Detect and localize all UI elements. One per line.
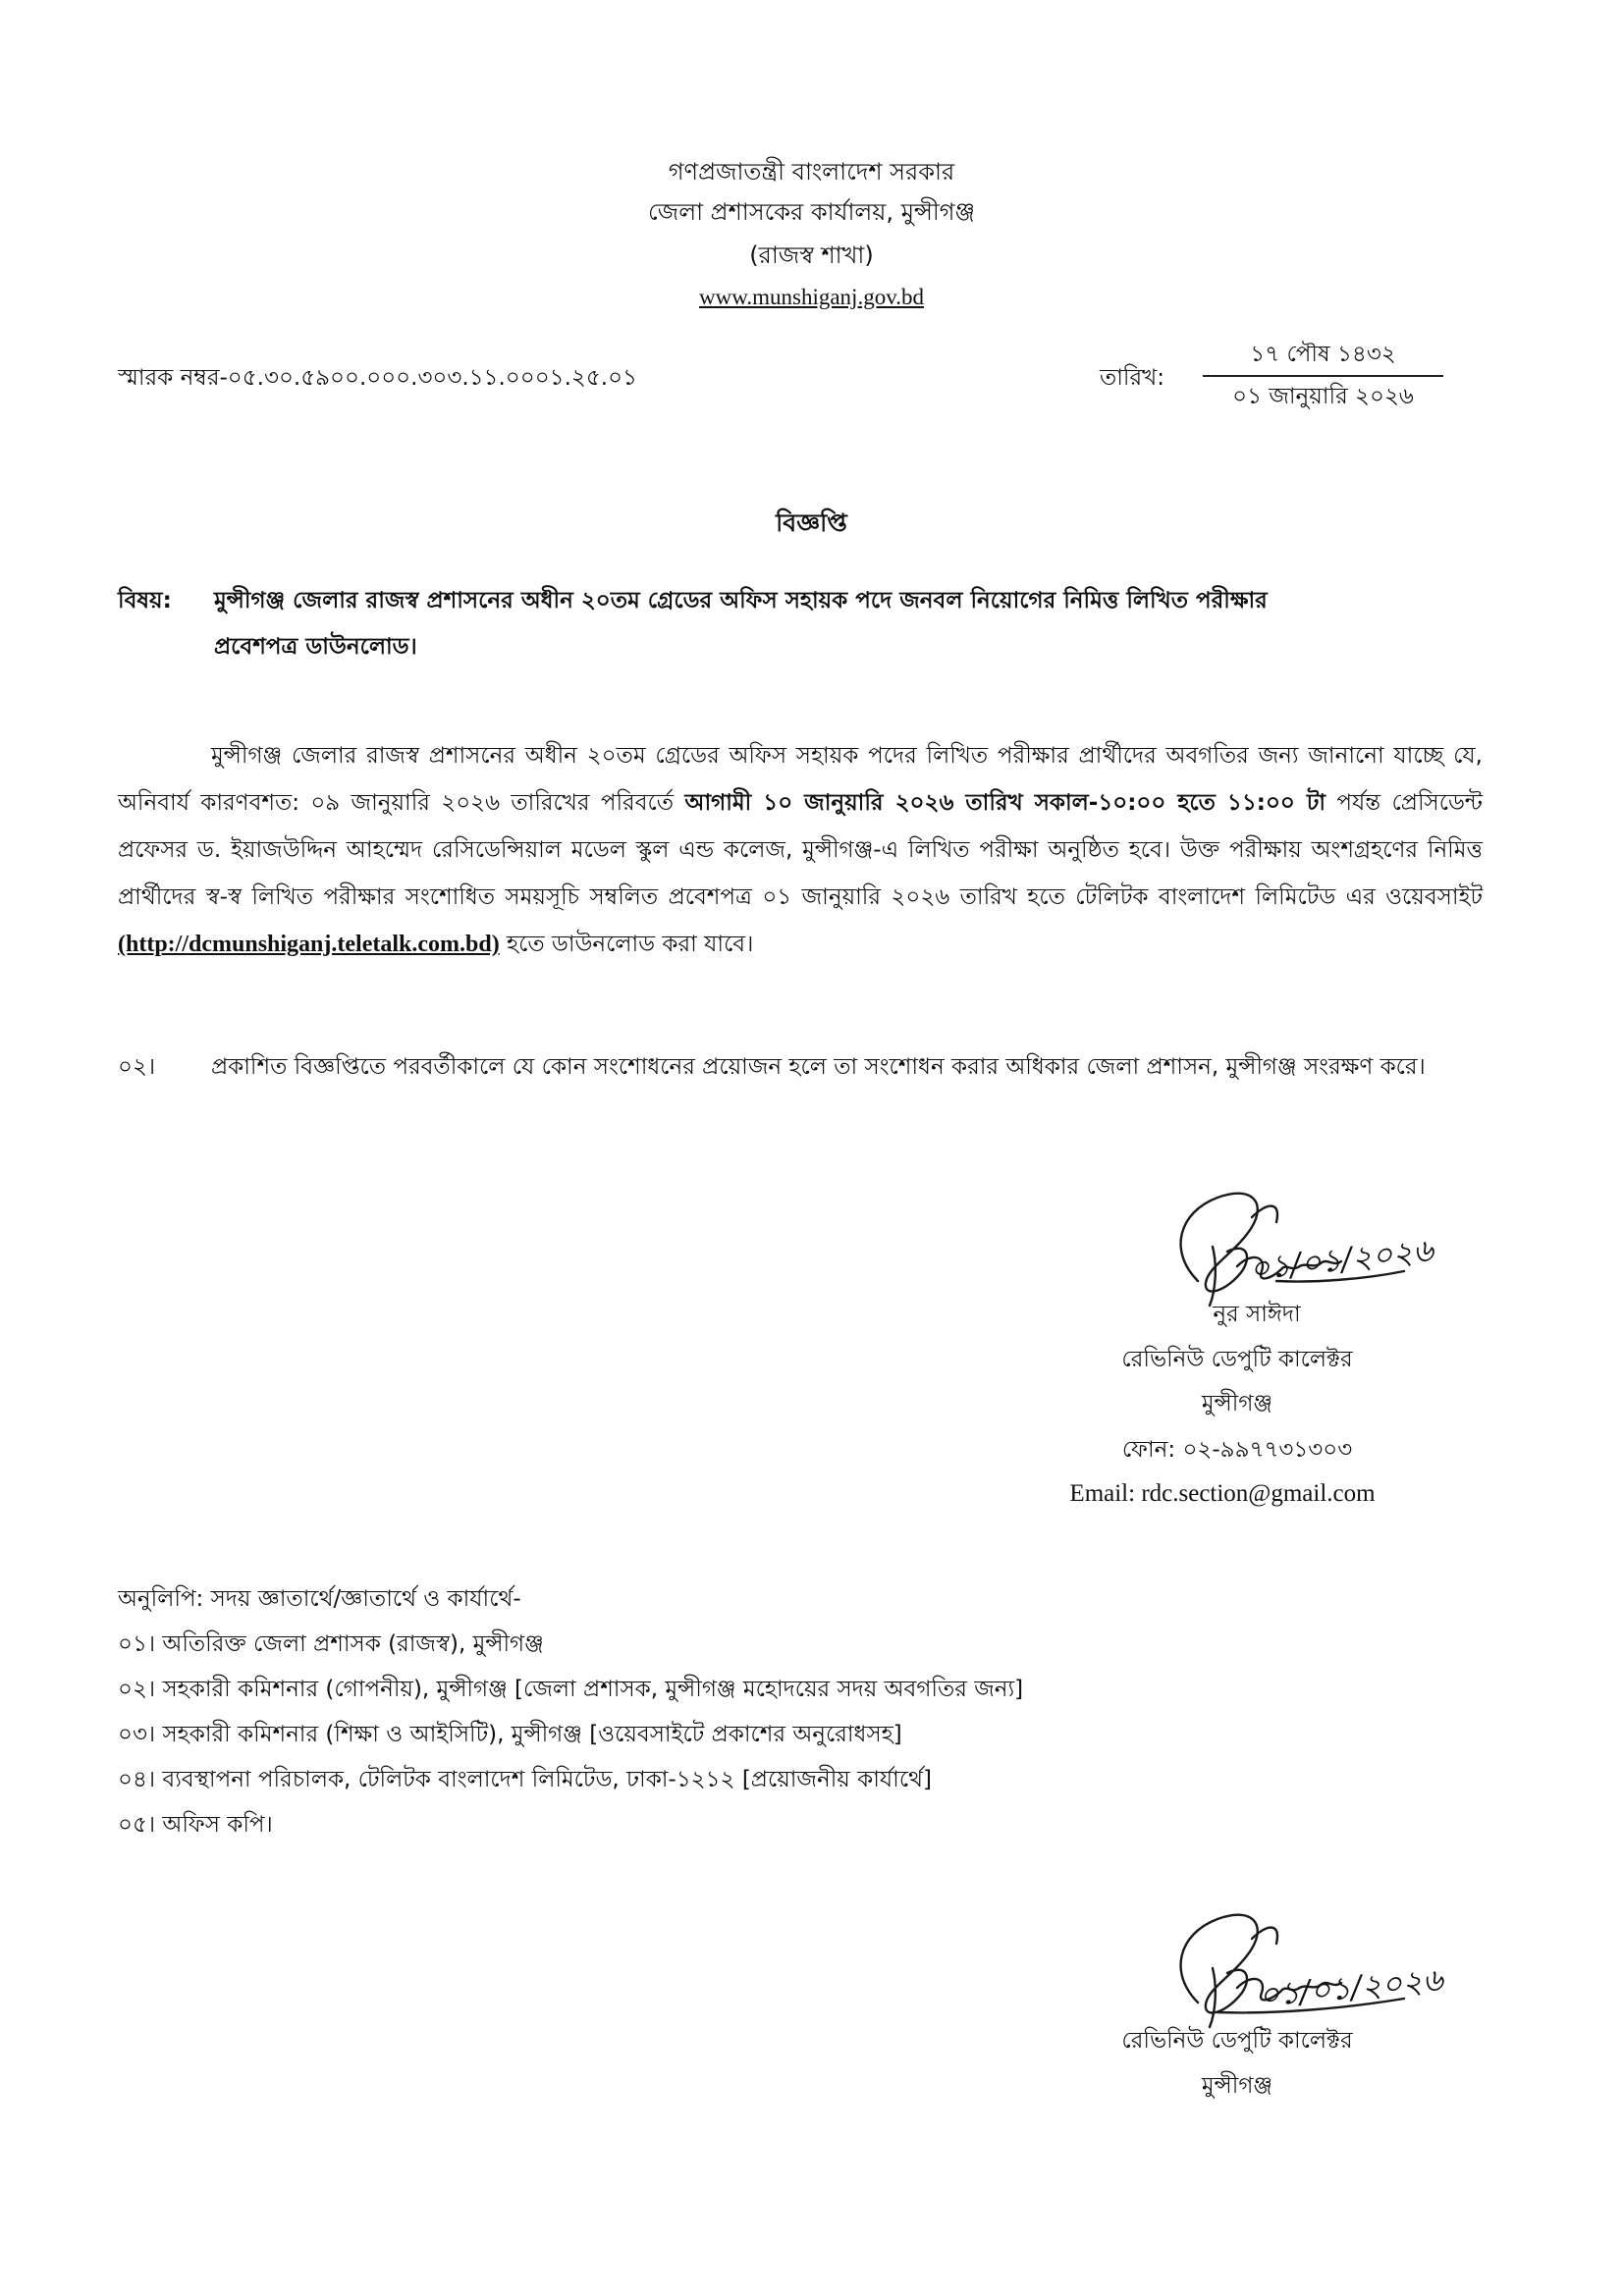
body-paragraph-2 xyxy=(118,1043,1483,1091)
para1-highlight: আগামী ১০ জানুয়ারি ২০২৬ তারিখ সকাল-১০:০০ হতে ১১:০০ টা xyxy=(684,790,1326,816)
signatory-name: নুর সাঈদা xyxy=(1213,1302,1301,1327)
para1-text-c: হতে ডাউনলোড করা যাবে। xyxy=(499,932,754,957)
subject-label: বিষয়: xyxy=(118,588,172,614)
header-branch: (রাজস্ব শাখা) xyxy=(749,241,874,269)
copy-item-2: ০২। সহকারী কমিশনার (গোপনীয়), মুন্সীগঞ্জ [জেলা প্রশাসক, মুন্সীগঞ্জ মহোদয়ের সদয় অবগতির জন্য] xyxy=(118,1677,1024,1702)
date-divider xyxy=(1203,375,1443,377)
signatory-2-location: মুন্সীগঞ্জ xyxy=(1201,2073,1273,2099)
memo-ref-number: স্মারক নম্বর-০৫.৩০.৫৯০০.০০০.৩০৩.১১.০০০১.২৫.০১ xyxy=(118,365,637,391)
copy-item-1: ০১। অতিরিক্ত জেলা প্রশাসক (রাজস্ব), মুন্সীগঞ্জ xyxy=(118,1631,544,1657)
header-government: গণপ্রজাতন্ত্রী বাংলাদেশ সরকার xyxy=(668,158,955,186)
website-link[interactable]: www.munshiganj.gov.bd xyxy=(699,285,924,309)
signatory-2-designation: রেভিনিউ ডেপুটি কালেক্টর xyxy=(1121,2028,1353,2054)
para2-text: প্রকাশিত বিজ্ঞপ্তিতে পরবর্তীকালে যে কোন সংশোধনের প্রয়োজন হলে তা সংশোধন করার অধিকার জেলা প্রশাসন, মুন্সীগঞ্জ সংরক্ষণ করে। xyxy=(211,1054,1426,1080)
para1-text-a: মুন্সীগঞ্জ জেলার রাজস্ব প্রশাসনের অধীন ২০তম গ্রেডের অফিস সহায়ক পদের লিখিত পরীক্ষার প্রার্থীদের অবগতির জন্য জানানো যাচ্ছে যে, অনিবার্য কারণবশত: ০৯ জানুয়ারি ২০২৬ তারিখের পরিবর্তে xyxy=(118,743,1483,816)
copy-item-4: ০৪। ব্যবস্থাপনা পরিচালক, টেলিটক বাংলাদেশ লিমিটেড, ঢাকা-১২১২ [প্রয়োজনীয় কার্যার্থে] xyxy=(118,1767,932,1792)
para1-text-b: পর্যন্ত প্রেসিডেন্ট প্রফেসর ড. ইয়াজউদ্দিন আহম্মেদ রেসিডেন্সিয়াল মডেল স্কুল এন্ড কলেজ, মুন্সীগঞ্জ-এ লিখিত পরীক্ষা অনুষ্ঠিত হবে। উক্ত পরীক্ষায় অংশগ্রহণের নিমিত্ত প্রার্থীদের স্ব-স্ব লিখিত পরীক্ষার সংশোধিত সময়সূচি সম্বলিত প্রবেশপত্র ০১ জানুয়ারি ২০২৬ তারিখ হতে টেলিটক বাংলাদেশ লিমিটেড এর ওয়েবসাইট xyxy=(118,790,1483,910)
signature-2-date: ০১/০১/২০২৬ xyxy=(1257,1960,1445,2014)
signatory-designation: রেভিনিউ ডেপুটি কালেক্টর xyxy=(1121,1347,1353,1372)
subject-line-2: প্রবেশপত্র ডাউনলোড। xyxy=(214,634,417,660)
signatory-phone: ফোন: ০২-৯৯৭৭৩১৩০৩ xyxy=(1121,1437,1353,1463)
header-office: জেলা প্রশাসকের কার্যালয়, মুন্সীগঞ্জ xyxy=(648,198,975,226)
subject-line-1: মুন্সীগঞ্জ জেলার রাজস্ব প্রশাসনের অধীন ২০তম গ্রেডের অফিস সহায়ক পদে জনবল নিয়োগের নিমিত্ত লিখিত পরীক্ষার xyxy=(214,588,1268,614)
copies-heading: অনুলিপি: সদয় জ্ঞাতার্থে/জ্ঞাতার্থে ও কার্যার্থে- xyxy=(118,1586,521,1612)
para2-number: ০২। xyxy=(118,1054,156,1080)
signature-1-date: ০১/০১/২০২৬ xyxy=(1247,1231,1435,1288)
header-website-wrap xyxy=(0,282,1623,312)
date-bangla: ১৭ পৌষ ১৪৩২ xyxy=(1250,342,1396,367)
copy-item-5: ০৫। অফিস কপি। xyxy=(118,1812,273,1838)
date-label: তারিখ: xyxy=(1100,365,1165,391)
teletalk-link[interactable]: (http://dcmunshiganj.teletalk.com.bd) xyxy=(118,932,500,957)
date-english: ০১ জানুয়ারি ২০২৬ xyxy=(1232,384,1414,409)
signatory-location: মুন্সীগঞ্জ xyxy=(1201,1391,1273,1416)
signatory-email[interactable]: Email: rdc.section@gmail.com xyxy=(1069,1480,1376,1507)
body-paragraph-1 xyxy=(118,732,1483,968)
notice-title: বিজ্ঞপ্তি xyxy=(776,508,847,537)
copy-item-3: ০৩। সহকারী কমিশনার (শিক্ষা ও আইসিটি), মুন্সীগঞ্জ [ওয়েবসাইটে প্রকাশের অনুরোধসহ] xyxy=(118,1722,902,1747)
